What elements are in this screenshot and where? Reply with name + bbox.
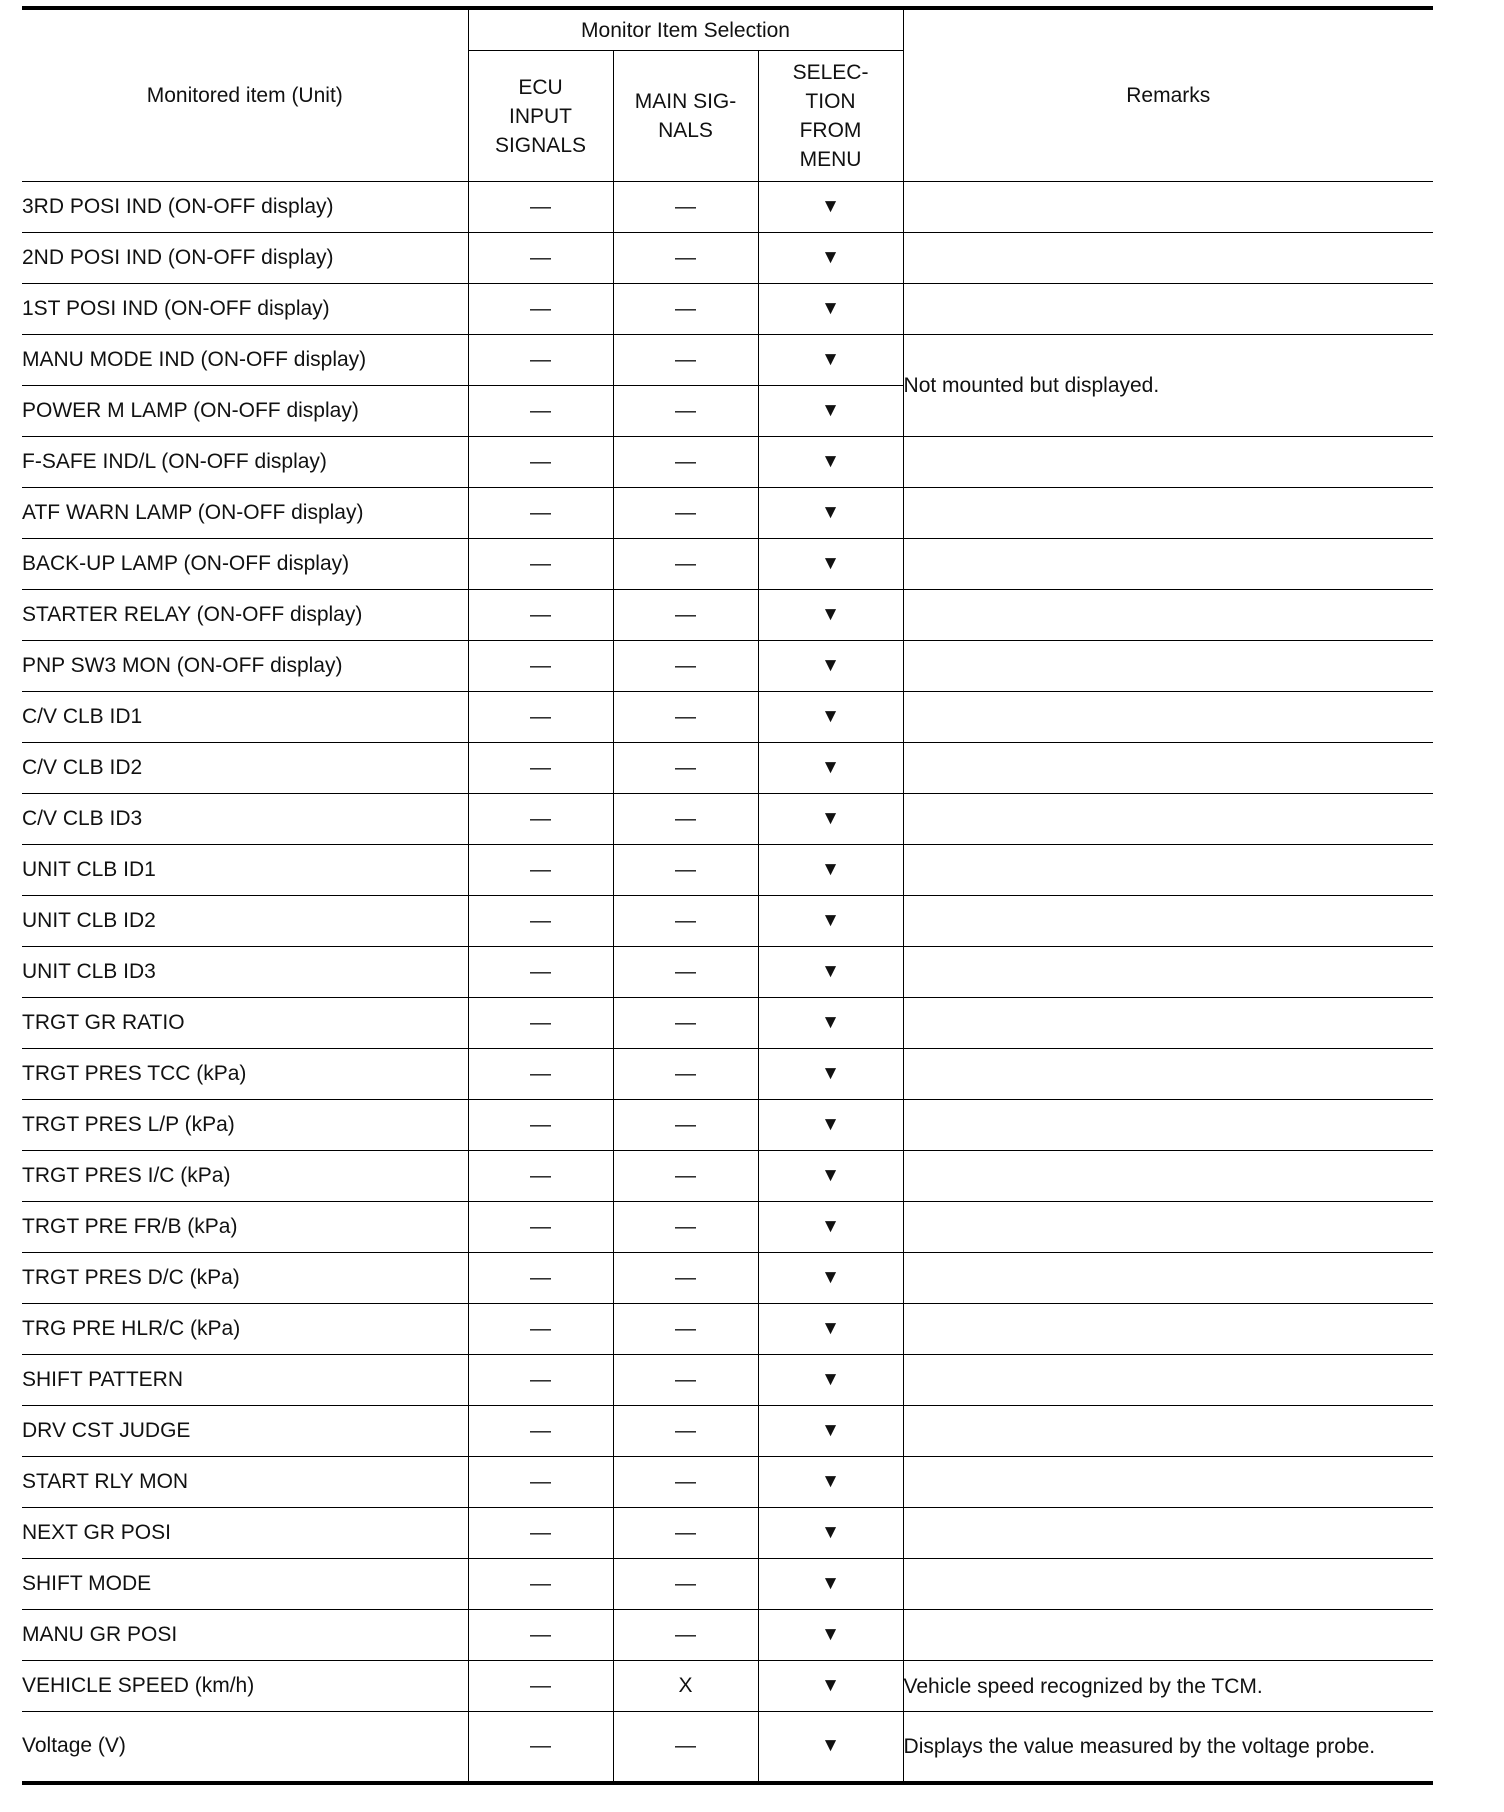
- monitored-item-cell: UNIT CLB ID2: [22, 896, 468, 947]
- main-signals-cell: —: [613, 1151, 758, 1202]
- main-signals-cell: X: [613, 1661, 758, 1712]
- table-row: [22, 1559, 1433, 1610]
- ecu-input-signals-cell: —: [468, 1661, 613, 1712]
- monitored-item-cell: C/V CLB ID1: [22, 692, 468, 743]
- monitored-item-cell: POWER M LAMP (ON-OFF display): [22, 386, 468, 437]
- ecu-input-signals-cell: —: [468, 437, 613, 488]
- monitored-item-cell: TRGT PRES TCC (kPa): [22, 1049, 468, 1100]
- main-signals-cell: —: [613, 1100, 758, 1151]
- selection-from-menu-cell: ▼: [758, 1304, 903, 1355]
- monitored-item-cell: TRGT PRES D/C (kPa): [22, 1253, 468, 1304]
- table-row: [22, 335, 1433, 386]
- ecu-input-signals-cell: —: [468, 1712, 613, 1783]
- ecu-input-signals-cell: —: [468, 1100, 613, 1151]
- remarks-cell-empty: [903, 437, 1433, 488]
- selection-from-menu-cell: ▼: [758, 692, 903, 743]
- remarks-cell-empty: [903, 1049, 1433, 1100]
- monitored-item-cell: ATF WARN LAMP (ON-OFF display): [22, 488, 468, 539]
- monitored-item-cell: MANU MODE IND (ON-OFF display): [22, 335, 468, 386]
- remarks-cell: Vehicle speed recognized by the TCM.: [903, 1661, 1433, 1712]
- remarks-cell-empty: [903, 1202, 1433, 1253]
- table-row: [22, 641, 1433, 692]
- ecu-input-signals-cell: —: [468, 284, 613, 335]
- table-row: [22, 590, 1433, 641]
- main-signals-cell: —: [613, 182, 758, 233]
- monitored-item-cell: C/V CLB ID2: [22, 743, 468, 794]
- monitored-item-cell: START RLY MON: [22, 1457, 468, 1508]
- table-row: [22, 1049, 1433, 1100]
- table-row: [22, 182, 1433, 233]
- monitored-item-cell: UNIT CLB ID3: [22, 947, 468, 998]
- header-ecu-input-signals: [468, 51, 613, 182]
- monitored-item-cell: TRG PRE HLR/C (kPa): [22, 1304, 468, 1355]
- remarks-cell-empty: [903, 998, 1433, 1049]
- remarks-cell: Not mounted but displayed.: [903, 335, 1433, 437]
- main-signals-cell: —: [613, 692, 758, 743]
- selection-from-menu-cell: ▼: [758, 437, 903, 488]
- table-row: [22, 1661, 1433, 1712]
- remarks-cell-empty: [903, 641, 1433, 692]
- header-line: ECU: [518, 75, 563, 99]
- selection-from-menu-cell: ▼: [758, 1202, 903, 1253]
- selection-from-menu-cell: ▼: [758, 386, 903, 437]
- remarks-cell-empty: [903, 794, 1433, 845]
- main-signals-cell: —: [613, 284, 758, 335]
- header-line: MAIN SIG-: [634, 90, 737, 113]
- table-row: [22, 1253, 1433, 1304]
- remarks-cell: Displays the value measured by the voltage probe.: [903, 1712, 1433, 1783]
- main-signals-cell: —: [613, 947, 758, 998]
- monitored-item-cell: STARTER RELAY (ON-OFF display): [22, 590, 468, 641]
- ecu-input-signals-cell: —: [468, 335, 613, 386]
- ecu-input-signals-cell: —: [468, 641, 613, 692]
- remarks-cell-empty: [903, 947, 1433, 998]
- selection-from-menu-cell: ▼: [758, 590, 903, 641]
- table-row: [22, 1304, 1433, 1355]
- remarks-cell-empty: [903, 1151, 1433, 1202]
- remarks-cell-empty: [903, 590, 1433, 641]
- table-body: [22, 182, 1433, 1783]
- header-line: TION: [805, 90, 856, 113]
- remarks-cell-empty: [903, 1457, 1433, 1508]
- main-signals-cell: —: [613, 437, 758, 488]
- table-row: [22, 233, 1433, 284]
- monitored-item-cell: VEHICLE SPEED (km/h): [22, 1661, 468, 1712]
- monitored-item-cell: TRGT PRE FR/B (kPa): [22, 1202, 468, 1253]
- main-signals-cell: —: [613, 335, 758, 386]
- ecu-input-signals-cell: —: [468, 1049, 613, 1100]
- ecu-input-signals-cell: —: [468, 896, 613, 947]
- table-row: [22, 794, 1433, 845]
- ecu-input-signals-cell: —: [468, 1202, 613, 1253]
- header-line: SELEC-: [792, 61, 869, 84]
- selection-from-menu-cell: ▼: [758, 335, 903, 386]
- main-signals-cell: —: [613, 1202, 758, 1253]
- selection-from-menu-cell: ▼: [758, 539, 903, 590]
- remarks-cell-empty: [903, 845, 1433, 896]
- monitored-item-cell: F-SAFE IND/L (ON-OFF display): [22, 437, 468, 488]
- selection-from-menu-cell: ▼: [758, 1151, 903, 1202]
- header-line: FROM: [799, 119, 862, 142]
- monitored-item-cell: UNIT CLB ID1: [22, 845, 468, 896]
- main-signals-cell: —: [613, 1712, 758, 1783]
- table-row: [22, 1355, 1433, 1406]
- main-signals-cell: —: [613, 845, 758, 896]
- selection-from-menu-cell: ▼: [758, 1508, 903, 1559]
- selection-from-menu-cell: ▼: [758, 1661, 903, 1712]
- table-row: [22, 1100, 1433, 1151]
- remarks-cell-empty: [903, 1610, 1433, 1661]
- monitored-item-cell: MANU GR POSI: [22, 1610, 468, 1661]
- remarks-cell-empty: [903, 284, 1433, 335]
- ecu-input-signals-cell: —: [468, 845, 613, 896]
- header-line: INPUT: [509, 104, 572, 128]
- table-row: [22, 1406, 1433, 1457]
- table-row: [22, 539, 1433, 590]
- remarks-cell-empty: [903, 743, 1433, 794]
- table-row: [22, 743, 1433, 794]
- monitored-item-cell: Voltage (V): [22, 1712, 468, 1783]
- ecu-input-signals-cell: —: [468, 998, 613, 1049]
- main-signals-cell: —: [613, 1049, 758, 1100]
- remarks-cell-empty: [903, 182, 1433, 233]
- table-row: [22, 1712, 1433, 1783]
- selection-from-menu-cell: ▼: [758, 743, 903, 794]
- monitor-item-table: [22, 6, 1433, 1785]
- main-signals-cell: —: [613, 794, 758, 845]
- main-signals-cell: —: [613, 1559, 758, 1610]
- table-row: [22, 896, 1433, 947]
- selection-from-menu-cell: ▼: [758, 947, 903, 998]
- table-row: [22, 1202, 1433, 1253]
- main-signals-cell: —: [613, 1355, 758, 1406]
- monitored-item-cell: 1ST POSI IND (ON-OFF display): [22, 284, 468, 335]
- header-row: [22, 8, 1433, 51]
- remarks-cell-empty: [903, 896, 1433, 947]
- table-row: [22, 488, 1433, 539]
- remarks-cell-empty: [903, 1304, 1433, 1355]
- table-row: [22, 1610, 1433, 1661]
- table-row: [22, 1508, 1433, 1559]
- main-signals-cell: —: [613, 1508, 758, 1559]
- ecu-input-signals-cell: —: [468, 947, 613, 998]
- main-signals-cell: —: [613, 1406, 758, 1457]
- monitored-item-cell: BACK-UP LAMP (ON-OFF display): [22, 539, 468, 590]
- main-signals-cell: —: [613, 743, 758, 794]
- main-signals-cell: —: [613, 1457, 758, 1508]
- remarks-cell-empty: [903, 488, 1433, 539]
- selection-from-menu-cell: ▼: [758, 488, 903, 539]
- ecu-input-signals-cell: —: [468, 692, 613, 743]
- header-line: SIGNALS: [494, 133, 587, 157]
- header-monitored-item: Monitored item (Unit): [22, 8, 468, 182]
- monitored-item-cell: SHIFT PATTERN: [22, 1355, 468, 1406]
- monitored-item-cell: 2ND POSI IND (ON-OFF display): [22, 233, 468, 284]
- selection-from-menu-cell: ▼: [758, 182, 903, 233]
- selection-from-menu-cell: ▼: [758, 1355, 903, 1406]
- monitored-item-cell: DRV CST JUDGE: [22, 1406, 468, 1457]
- ecu-input-signals-cell: —: [468, 1355, 613, 1406]
- header-main-signals: [613, 51, 758, 182]
- selection-from-menu-cell: ▼: [758, 1610, 903, 1661]
- selection-from-menu-cell: ▼: [758, 641, 903, 692]
- ecu-input-signals-cell: —: [468, 794, 613, 845]
- ecu-input-signals-cell: —: [468, 1253, 613, 1304]
- ecu-input-signals-cell: —: [468, 1559, 613, 1610]
- selection-from-menu-cell: ▼: [758, 1100, 903, 1151]
- table-row: [22, 1457, 1433, 1508]
- remarks-cell-empty: [903, 692, 1433, 743]
- ecu-input-signals-cell: —: [468, 1304, 613, 1355]
- remarks-cell-empty: [903, 1559, 1433, 1610]
- monitored-item-cell: PNP SW3 MON (ON-OFF display): [22, 641, 468, 692]
- monitored-item-cell: TRGT GR RATIO: [22, 998, 468, 1049]
- main-signals-cell: —: [613, 1304, 758, 1355]
- selection-from-menu-cell: ▼: [758, 1712, 903, 1783]
- main-signals-cell: —: [613, 539, 758, 590]
- table-row: [22, 284, 1433, 335]
- table-row: [22, 437, 1433, 488]
- main-signals-cell: —: [613, 233, 758, 284]
- selection-from-menu-cell: ▼: [758, 233, 903, 284]
- remarks-cell-empty: [903, 1253, 1433, 1304]
- header-line: MENU: [799, 148, 862, 171]
- ecu-input-signals-cell: —: [468, 1406, 613, 1457]
- header-selection-from-menu: [758, 51, 903, 182]
- main-signals-cell: —: [613, 1253, 758, 1304]
- monitored-item-cell: TRGT PRES I/C (kPa): [22, 1151, 468, 1202]
- remarks-cell-empty: [903, 1100, 1433, 1151]
- header-monitor-item-selection: Monitor Item Selection: [468, 8, 903, 51]
- selection-from-menu-cell: ▼: [758, 998, 903, 1049]
- remarks-cell-empty: [903, 233, 1433, 284]
- ecu-input-signals-cell: —: [468, 1457, 613, 1508]
- ecu-input-signals-cell: —: [468, 233, 613, 284]
- monitored-item-cell: NEXT GR POSI: [22, 1508, 468, 1559]
- monitored-item-cell: 3RD POSI IND (ON-OFF display): [22, 182, 468, 233]
- ecu-input-signals-cell: —: [468, 1508, 613, 1559]
- selection-from-menu-cell: ▼: [758, 1049, 903, 1100]
- ecu-input-signals-cell: —: [468, 743, 613, 794]
- table-row: [22, 947, 1433, 998]
- remarks-cell-empty: [903, 539, 1433, 590]
- remarks-cell-empty: [903, 1508, 1433, 1559]
- monitored-item-cell: TRGT PRES L/P (kPa): [22, 1100, 468, 1151]
- remarks-cell-empty: [903, 1406, 1433, 1457]
- ecu-input-signals-cell: —: [468, 386, 613, 437]
- monitored-item-cell: C/V CLB ID3: [22, 794, 468, 845]
- selection-from-menu-cell: ▼: [758, 1559, 903, 1610]
- selection-from-menu-cell: ▼: [758, 896, 903, 947]
- selection-from-menu-cell: ▼: [758, 1406, 903, 1457]
- table-row: [22, 692, 1433, 743]
- header-remarks: Remarks: [903, 8, 1433, 182]
- monitored-item-cell: SHIFT MODE: [22, 1559, 468, 1610]
- table-row: [22, 1151, 1433, 1202]
- main-signals-cell: —: [613, 590, 758, 641]
- remarks-cell-empty: [903, 1355, 1433, 1406]
- main-signals-cell: —: [613, 488, 758, 539]
- ecu-input-signals-cell: —: [468, 1151, 613, 1202]
- selection-from-menu-cell: ▼: [758, 794, 903, 845]
- ecu-input-signals-cell: —: [468, 182, 613, 233]
- ecu-input-signals-cell: —: [468, 590, 613, 641]
- main-signals-cell: —: [613, 1610, 758, 1661]
- ecu-input-signals-cell: —: [468, 539, 613, 590]
- table-row: [22, 845, 1433, 896]
- header-line: NALS: [658, 119, 713, 142]
- main-signals-cell: —: [613, 386, 758, 437]
- selection-from-menu-cell: ▼: [758, 1253, 903, 1304]
- selection-from-menu-cell: ▼: [758, 845, 903, 896]
- selection-from-menu-cell: ▼: [758, 1457, 903, 1508]
- ecu-input-signals-cell: —: [468, 1610, 613, 1661]
- main-signals-cell: —: [613, 641, 758, 692]
- table-row: [22, 998, 1433, 1049]
- main-signals-cell: —: [613, 896, 758, 947]
- ecu-input-signals-cell: —: [468, 488, 613, 539]
- selection-from-menu-cell: ▼: [758, 284, 903, 335]
- main-signals-cell: —: [613, 998, 758, 1049]
